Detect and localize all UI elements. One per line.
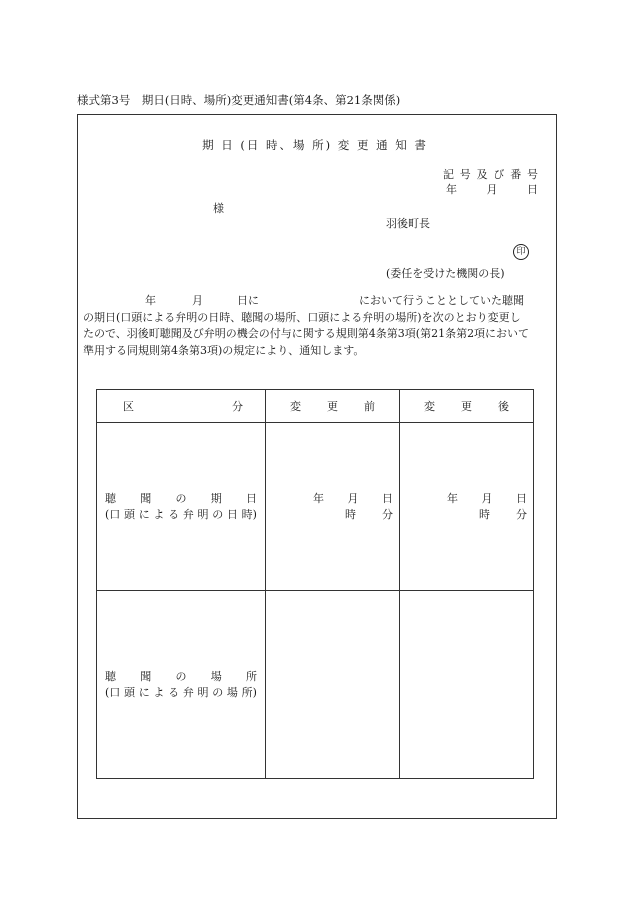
item-label	[105, 491, 257, 507]
form-caption: 様式第3号 期日(日時、場所)変更通知書(第4条、第21条関係)	[77, 93, 401, 107]
label-char: 期	[210, 491, 222, 505]
label-char: 聴	[105, 491, 116, 505]
label-char: 聞	[140, 491, 152, 505]
after-date	[447, 491, 527, 507]
label-char: 場	[210, 669, 222, 683]
label-char: 場	[226, 685, 238, 699]
label-char: 頭	[124, 685, 135, 699]
label-char: に	[138, 507, 150, 521]
before-time	[345, 507, 393, 523]
label-char: 弁	[182, 685, 194, 699]
label-char: る	[168, 685, 180, 699]
delegate-note: (委任を受けた機関の長)	[386, 267, 505, 280]
label-char: 頭	[124, 507, 135, 521]
minute-label: 分	[382, 507, 393, 521]
ref-char: 及	[476, 168, 488, 181]
label-char: に	[138, 685, 150, 699]
issue-date	[446, 181, 538, 197]
item-label	[105, 669, 257, 685]
label-char: よ	[153, 507, 165, 521]
before-date	[313, 491, 393, 507]
day-label: 日	[527, 183, 538, 196]
body-line-4: 準用する同規則第4条第3項)の規定により、通知します。	[83, 343, 365, 357]
header-after	[400, 390, 534, 423]
year-label: 年	[447, 491, 458, 505]
body-line-2: の期日(口頭による弁明の日時、聴聞の場所、口頭による弁明の場所)を次のとおり変更し	[83, 310, 521, 324]
hour-label: 時	[345, 507, 356, 521]
month-label: 月	[486, 183, 498, 196]
addressee-honorific: 様	[213, 202, 224, 215]
label-char: 明	[197, 507, 209, 521]
issuer-name: 羽後町長	[386, 217, 430, 230]
label-char: の	[212, 507, 224, 521]
label-char: 所	[246, 669, 257, 683]
document-title: 期 日 (日 時、場 所) 変 更 通 知 書	[202, 138, 428, 152]
body-month: 月	[192, 294, 203, 307]
day-label: 日	[382, 491, 393, 505]
ref-char: 記	[443, 168, 454, 181]
table-header-row	[97, 390, 534, 423]
header-char: 変	[290, 400, 301, 413]
label-char: 聴	[105, 669, 116, 683]
label-char: 所)	[241, 685, 257, 699]
year-label: 年	[446, 183, 457, 196]
ref-char: び	[493, 168, 505, 181]
table-row	[97, 423, 534, 591]
change-table	[96, 389, 534, 779]
header-before	[266, 390, 400, 423]
notice-body	[83, 293, 549, 359]
body-day: 日に	[237, 294, 259, 307]
label-char: る	[168, 507, 180, 521]
item-sub-label	[105, 507, 257, 523]
month-label: 月	[481, 491, 493, 505]
body-year: 年	[145, 294, 156, 307]
seal-icon: 印	[513, 244, 529, 260]
header-char: 変	[424, 400, 435, 413]
label-char: 日	[246, 491, 257, 505]
label-char: よ	[153, 685, 165, 699]
label-char: (口	[105, 685, 121, 699]
before-place-cell	[266, 591, 400, 779]
header-char: 前	[364, 400, 375, 413]
label-char: 時)	[241, 507, 257, 521]
header-char: 更	[461, 400, 472, 413]
before-datetime-cell	[266, 423, 400, 591]
label-char: (口	[105, 507, 121, 521]
label-char: の	[175, 491, 187, 505]
item-sub-label	[105, 685, 257, 701]
label-char: 弁	[182, 507, 194, 521]
month-label: 月	[347, 491, 359, 505]
reference-number-label	[443, 166, 538, 182]
row-label-place	[97, 591, 266, 779]
label-char: 明	[197, 685, 209, 699]
label-char: の	[175, 669, 187, 683]
header-char: 更	[327, 400, 338, 413]
hour-label: 時	[479, 507, 490, 521]
year-label: 年	[313, 491, 324, 505]
ref-char: 番	[510, 168, 522, 181]
after-place-cell	[400, 591, 534, 779]
day-label: 日	[516, 491, 527, 505]
after-datetime-cell	[400, 423, 534, 591]
header-char: 後	[498, 400, 509, 413]
body-line-1-tail: において行うこととしていた聴聞	[359, 294, 524, 307]
header-category	[97, 390, 266, 423]
ref-char: 号	[526, 168, 538, 181]
header-char: 分	[232, 400, 243, 413]
minute-label: 分	[516, 507, 527, 521]
row-label-date	[97, 423, 266, 591]
table-row	[97, 591, 534, 779]
ref-char: 号	[459, 168, 471, 181]
header-char: 区	[123, 400, 134, 413]
after-time	[479, 507, 527, 523]
label-char: 日	[226, 507, 238, 521]
body-line-1	[83, 293, 549, 310]
label-char: の	[212, 685, 224, 699]
body-line-3: たので、羽後町聴聞及び弁明の機会の付与に関する規則第4条第3項(第21条第2項において	[83, 327, 530, 340]
label-char: 聞	[140, 669, 152, 683]
